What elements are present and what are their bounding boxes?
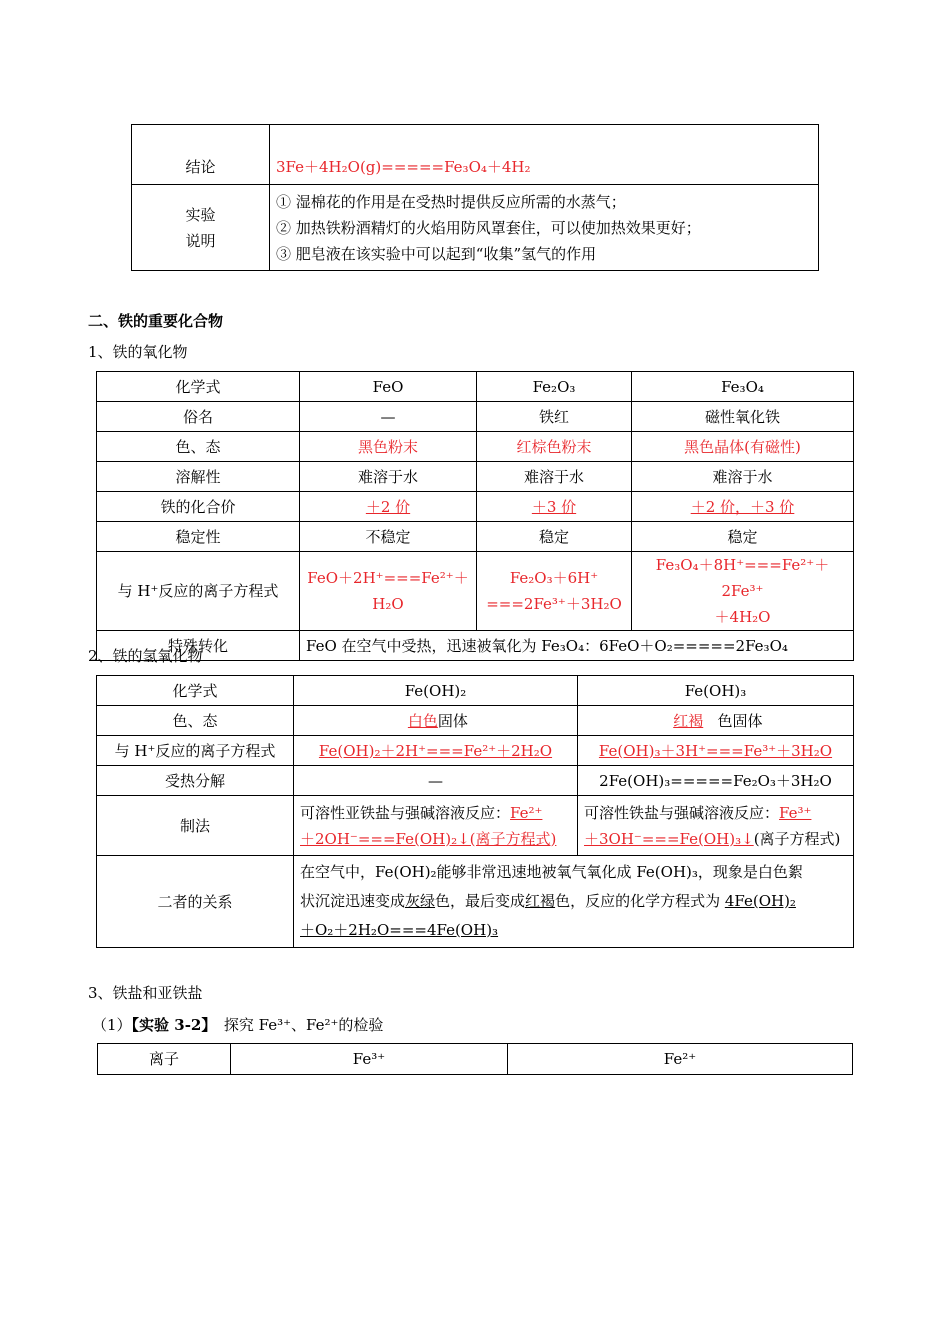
conclusion-label: 结论 <box>132 125 270 185</box>
hydroxides-table: 化学式 Fe(OH)₂ Fe(OH)₃ 色、态 白色固体 红褐 色固体 与 H⁺反应的离子方程式 Fe(OH)₂＋2H⁺===Fe²⁺＋2H₂O Fe(OH)₃＋3H⁺===Fe³⁺＋3H₂O 受热分解 — 2Fe(OH)₃=====Fe₂O₃＋3H₂O 制法 可溶性亚铁盐与强碱溶液反应：Fe²⁺ ＋2OH⁻===Fe(OH)₂↓(离子方程式) 可溶性铁盐与强碱溶液反应：Fe³⁺ ＋3OH⁻===Fe(OH)₃↓(离子方程式) 二者的关系 在空气中，Fe(OH)₂能够非常迅速地被氧气氧化成 Fe(OH)₃，现象是白色絮 状沉淀迅速变成灰绿色，最后变成红褐色，反应的化学方程式为 4Fe(OH)₂ ＋O₂＋2H₂O===4Fe(OH)₃ <box>96 675 854 948</box>
note-item: ② 加热铁粉酒精灯的火焰用防风罩套住，可以使加热效果更好； <box>276 218 701 237</box>
experiment-title: （1）【实验 3-2】 探究 Fe³⁺、Fe²⁺的检验 <box>92 1016 384 1034</box>
section-title: 二、铁的重要化合物 <box>88 312 224 330</box>
notes-list <box>270 185 819 271</box>
note-item: ① 湿棉花的作用是在受热时提供反应所需的水蒸气； <box>276 192 626 211</box>
experiment-table <box>131 124 819 271</box>
conclusion-equation: 3Fe＋4H₂O(g)=====Fe₃O₄＋4H₂ <box>270 125 819 185</box>
subsection-title-oxides: 1、铁的氧化物 <box>88 343 188 361</box>
subsection-title-salts: 3、铁盐和亚铁盐 <box>88 984 203 1002</box>
notes-label: 实验 说明 <box>132 185 270 271</box>
ions-table: 离子 Fe³⁺ Fe²⁺ <box>97 1043 853 1075</box>
oxides-table: 化学式 FeO Fe₂O₃ Fe₃O₄ 俗名 — 铁红 磁性氧化铁 色、态 黑色粉末 红棕色粉末 黑色晶体(有磁性) 溶解性 难溶于水 难溶于水 难溶于水 铁的化合价 ＋2 价 ＋3 价 ＋2 价，＋3 价 稳定性 不稳定 稳定 稳定 与 H⁺反应的离子方程式 FeO＋2H⁺===Fe²⁺＋ H₂O Fe₂O₃＋6H⁺ ===2Fe³⁺＋3H₂O Fe₃O₄＋8H⁺===Fe²⁺＋2Fe³⁺ ＋4H₂O 特殊转化 FeO 在空气中受热，迅速被氧化为 Fe₃O₄：6FeO＋O₂=====2Fe₃O₄ <box>96 371 854 661</box>
note-item: ③ 肥皂液在该实验中可以起到“收集”氢气的作用 <box>276 244 597 263</box>
subsection-title-hydroxides: 2、铁的氢氧化物 <box>88 647 203 665</box>
